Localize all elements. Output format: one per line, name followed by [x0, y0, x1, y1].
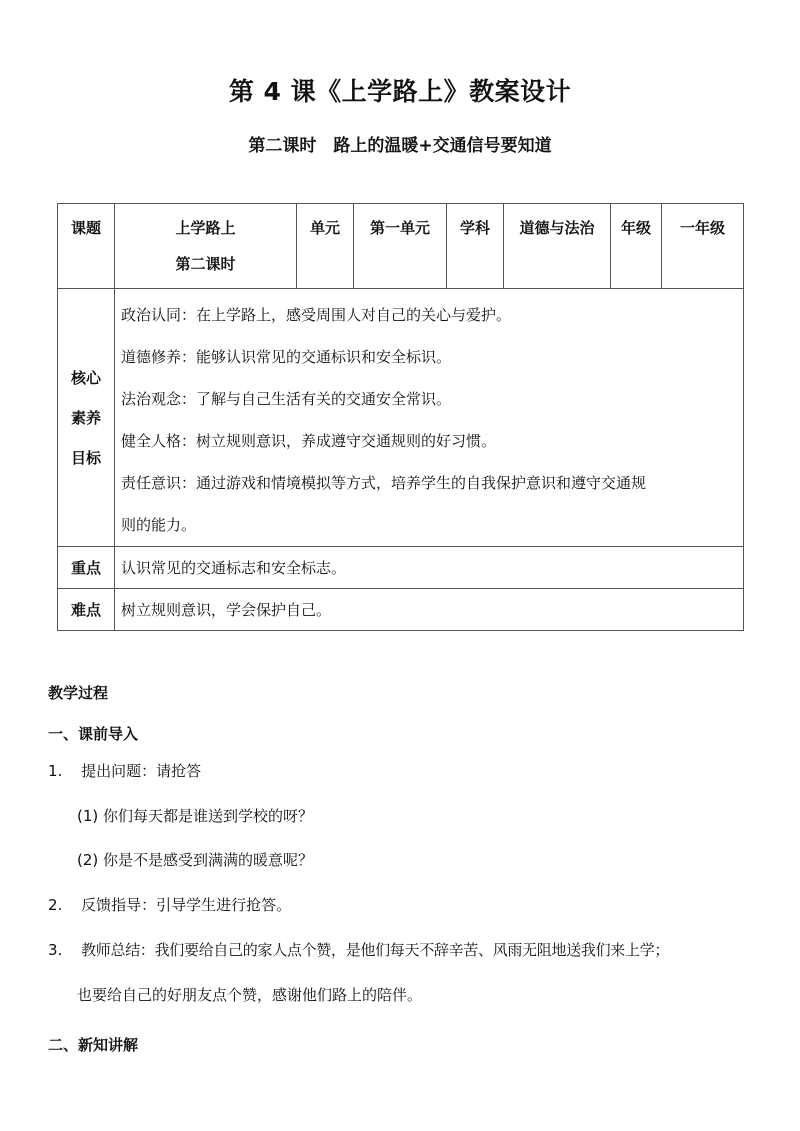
lesson-info-table — [57, 203, 744, 631]
core-goal-item: 健全人格：树立规则意识，养成遵守交通规则的好习惯。 — [121, 432, 497, 450]
part1-heading: 一、课前导入 — [48, 725, 139, 743]
topic-line1: 上学路上 — [175, 219, 236, 237]
core-goal-item: 责任意识：通过游戏和情境模拟等方式，培养学生的自我保护意识和遵守交通规 — [121, 474, 647, 492]
header-unit: 单元 — [297, 204, 354, 289]
list-item: 2. 反馈指导：引导学生进行抢答。 — [48, 896, 292, 914]
list-item: 3. 教师总结：我们要给自己的家人点个赞，是他们每天不辞辛苦、风雨无阻地送我们来上学； — [48, 941, 670, 959]
core-goals-text — [115, 289, 744, 547]
core-goal-item: 道德修养：能够认识常见的交通标识和安全标识。 — [121, 348, 452, 366]
unit-cell: 第一单元 — [354, 204, 447, 289]
subject-cell: 道德与法治 — [504, 204, 611, 289]
teaching-process-heading: 教学过程 — [48, 684, 109, 702]
table-row — [58, 289, 744, 547]
key-point-label: 重点 — [58, 547, 115, 589]
list-number: 3. — [48, 941, 63, 959]
table-row — [58, 204, 744, 289]
list-number: 2. — [48, 896, 63, 914]
table-row — [58, 547, 744, 589]
document-subtitle: 第二课时 路上的温暖+交通信号要知道 — [248, 136, 552, 156]
difficult-point-label: 难点 — [58, 589, 115, 631]
question-2: (2) 你是不是感受到满满的暖意呢？ — [77, 851, 314, 869]
topic-cell — [115, 204, 297, 289]
key-point-text: 认识常见的交通标志和安全标志。 — [115, 547, 744, 589]
core-goal-item: 则的能力。 — [121, 516, 197, 534]
core-goal-item: 政治认同：在上学路上，感受周围人对自己的关心与爱护。 — [121, 306, 512, 324]
core-goal-item: 法治观念：了解与自己生活有关的交通安全常识。 — [121, 390, 452, 408]
topic-line2: 第二课时 — [175, 255, 236, 273]
difficult-point-text: 树立规则意识，学会保护自己。 — [115, 589, 744, 631]
header-grade: 年级 — [611, 204, 662, 289]
header-subject: 学科 — [447, 204, 504, 289]
document-title: 第 4 课《上学路上》教案设计 — [228, 77, 572, 106]
table-row — [58, 589, 744, 631]
list-item-continuation: 也要给自己的好朋友点个赞，感谢他们路上的陪伴。 — [77, 986, 423, 1004]
grade-cell: 一年级 — [662, 204, 744, 289]
header-topic: 课题 — [58, 204, 115, 289]
question-1: (1) 你们每天都是谁送到学校的呀？ — [77, 807, 314, 825]
list-item: 1. 提出问题：请抢答 — [48, 762, 202, 780]
part2-heading: 二、新知讲解 — [48, 1036, 139, 1054]
core-goals-label: 核心 素养 目标 — [58, 289, 115, 547]
list-number: 1. — [48, 762, 63, 780]
